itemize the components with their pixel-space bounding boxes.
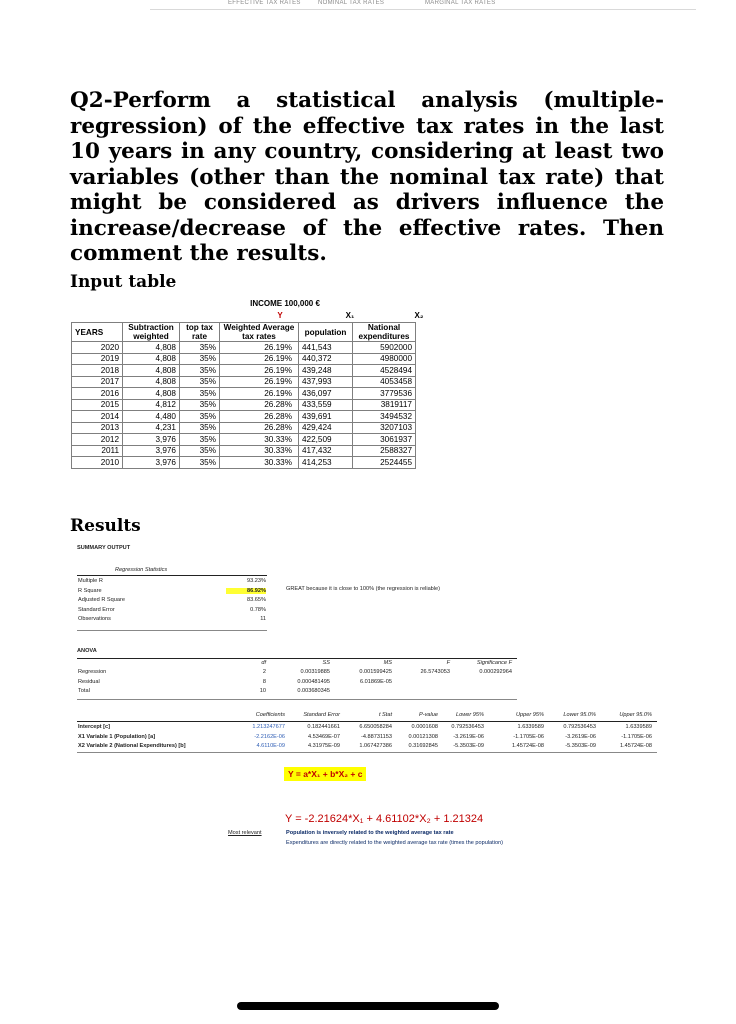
stat-label: Adjusted R Square bbox=[78, 597, 125, 604]
coef-cell: -3.2619E-06 bbox=[565, 733, 596, 740]
input-cell: 30.33% bbox=[220, 445, 299, 457]
results-heading: Results bbox=[70, 516, 141, 536]
input-table-heading: Input table bbox=[70, 272, 177, 292]
stat-value: 0.78% bbox=[250, 606, 266, 613]
anova-header: Significance F bbox=[476, 660, 512, 666]
header-national-exp: National expenditures bbox=[353, 323, 416, 342]
coef-cell: 4.53469E-07 bbox=[307, 733, 340, 740]
input-cell: 3,976 bbox=[123, 434, 180, 446]
input-cell: 2012 bbox=[72, 434, 123, 446]
input-cell: 2017 bbox=[72, 376, 123, 388]
home-indicator-bar[interactable] bbox=[237, 1002, 499, 1010]
anova-cell: 2 bbox=[262, 669, 266, 675]
input-cell: 3494532 bbox=[353, 411, 416, 423]
coef-cell: -1.1705E-06 bbox=[621, 733, 652, 740]
coef-header: Standard Error bbox=[303, 712, 340, 718]
input-table-row bbox=[72, 445, 416, 457]
input-cell: 439,691 bbox=[299, 411, 353, 423]
input-cell: 3,976 bbox=[123, 445, 180, 457]
input-cell: 5902000 bbox=[353, 342, 416, 354]
reg-stats-title: Regression Statistics bbox=[115, 567, 168, 573]
input-cell: 26.19% bbox=[220, 376, 299, 388]
input-cell: 4,808 bbox=[123, 388, 180, 400]
strip-label-nominal: NOMINAL TAX RATES bbox=[318, 0, 385, 6]
input-cell: 422,509 bbox=[299, 434, 353, 446]
input-cell: 26.19% bbox=[220, 353, 299, 365]
result-formula: Y = -2.21624*X₁ + 4.61102*X₂ + 1.21324 bbox=[285, 813, 484, 825]
strip-label-effective: EFFECTIVE TAX RATES bbox=[228, 0, 301, 6]
input-cell: 3061937 bbox=[353, 434, 416, 446]
input-cell: 35% bbox=[180, 342, 220, 354]
input-cell: 35% bbox=[180, 422, 220, 434]
input-cell: 2019 bbox=[72, 353, 123, 365]
input-table-header-row bbox=[72, 323, 416, 342]
anova-cell: 26.5743053 bbox=[420, 669, 450, 675]
strip-divider bbox=[150, 9, 696, 10]
coef-cell: 1.6339589 bbox=[517, 724, 544, 730]
col-letter-x2: X₂ bbox=[414, 311, 424, 320]
input-cell: 417,432 bbox=[299, 445, 353, 457]
input-cell: 35% bbox=[180, 388, 220, 400]
input-cell: 26.19% bbox=[220, 388, 299, 400]
input-cell: 26.28% bbox=[220, 422, 299, 434]
r-square-comment: GREAT because it is close to 100% (the regression is reliable) bbox=[286, 586, 441, 592]
coef-header: t Stat bbox=[378, 712, 392, 718]
input-table-row bbox=[72, 376, 416, 388]
input-cell: 2524455 bbox=[353, 457, 416, 469]
anova-top-rule bbox=[77, 658, 517, 659]
col-letter-y: Y bbox=[277, 311, 283, 320]
coef-cell: 0.792536453 bbox=[451, 724, 484, 730]
coef-cell: 0.792536453 bbox=[563, 724, 596, 730]
summary-title: SUMMARY OUTPUT bbox=[77, 545, 131, 551]
coef-cell: -2.2162E-06 bbox=[254, 733, 285, 740]
input-cell: 2018 bbox=[72, 365, 123, 377]
input-table-row bbox=[72, 399, 416, 411]
stat-value: 83.65% bbox=[247, 597, 266, 604]
stat-label: Standard Error bbox=[78, 606, 115, 613]
input-cell: 4053458 bbox=[353, 376, 416, 388]
coef-row-label: Intercept [c] bbox=[78, 724, 111, 730]
input-table-row bbox=[72, 365, 416, 377]
stat-label: R Square bbox=[78, 587, 102, 594]
coef-header: Lower 95.0% bbox=[563, 712, 596, 718]
stat-label: Observations bbox=[78, 616, 111, 623]
input-cell: 4,808 bbox=[123, 353, 180, 365]
coef-header: Coefficients bbox=[255, 712, 285, 718]
input-cell: 26.19% bbox=[220, 342, 299, 354]
anova-header: MS bbox=[383, 660, 392, 666]
coef-cell: 0.31692845 bbox=[408, 743, 438, 749]
stat-value: 93.23% bbox=[247, 578, 266, 584]
stat-value: 11 bbox=[260, 616, 266, 623]
income-label: INCOME 100,000 € bbox=[250, 299, 320, 308]
stat-label: Multiple R bbox=[78, 578, 103, 584]
input-cell: 2010 bbox=[72, 457, 123, 469]
input-cell: 2015 bbox=[72, 399, 123, 411]
anova-row-label: Residual bbox=[78, 678, 100, 685]
input-table-row bbox=[72, 422, 416, 434]
anova-title: ANOVA bbox=[77, 648, 97, 654]
input-cell: 2013 bbox=[72, 422, 123, 434]
input-cell: 35% bbox=[180, 411, 220, 423]
header-subtraction: Subtraction weighted bbox=[123, 323, 180, 342]
input-cell: 30.33% bbox=[220, 434, 299, 446]
anova-header: SS bbox=[322, 660, 330, 666]
input-cell: 4,480 bbox=[123, 411, 180, 423]
anova-bottom-rule bbox=[77, 699, 517, 700]
input-cell: 2020 bbox=[72, 342, 123, 354]
input-cell: 26.19% bbox=[220, 365, 299, 377]
coef-cell: 1.45724E-08 bbox=[619, 743, 652, 749]
input-table-row bbox=[72, 411, 416, 423]
input-cell: 3779536 bbox=[353, 388, 416, 400]
input-cell: 2016 bbox=[72, 388, 123, 400]
coef-cell: -5.3503E-09 bbox=[565, 743, 596, 749]
coef-cell: 1.6339589 bbox=[625, 724, 652, 730]
header-top-tax-rate: top tax rate bbox=[180, 323, 220, 342]
anova-cell: 0.003680345 bbox=[297, 688, 330, 694]
input-cell: 429,424 bbox=[299, 422, 353, 434]
input-cell: 436,097 bbox=[299, 388, 353, 400]
strip-label-marginal: MARGINAL TAX RATES bbox=[425, 0, 496, 6]
input-table-row bbox=[72, 457, 416, 469]
coef-cell: -1.1705E-06 bbox=[513, 733, 544, 740]
anova-row-label: Regression bbox=[78, 669, 107, 675]
note-expenditures: Expenditures are directly related to the weighted average tax rate (times the population) bbox=[286, 840, 504, 846]
input-cell: 35% bbox=[180, 365, 220, 377]
input-cell: 439,248 bbox=[299, 365, 353, 377]
input-cell: 437,993 bbox=[299, 376, 353, 388]
coef-header: Lower 95% bbox=[456, 712, 484, 718]
input-cell: 3819117 bbox=[353, 399, 416, 411]
input-cell: 35% bbox=[180, 376, 220, 388]
input-table-row bbox=[72, 388, 416, 400]
input-cell: 440,372 bbox=[299, 353, 353, 365]
anova-cell: 8 bbox=[262, 678, 266, 685]
input-cell: 4,808 bbox=[123, 376, 180, 388]
coef-row-label: X1 Variable 1 (Population) [a] bbox=[78, 733, 156, 740]
coef-cell: 4.31975E-09 bbox=[307, 743, 340, 749]
coef-cell: 0.00121308 bbox=[408, 733, 438, 740]
input-table-row bbox=[72, 353, 416, 365]
anova-cell: 0.001599425 bbox=[359, 669, 392, 675]
input-table-row bbox=[72, 342, 416, 354]
coef-cell: -4.88731153 bbox=[360, 733, 392, 740]
col-letter-x1: X₁ bbox=[345, 311, 355, 320]
coef-cell: 4.6110E-09 bbox=[256, 743, 285, 749]
input-cell: 2014 bbox=[72, 411, 123, 423]
anova-cell: 0.00319885 bbox=[300, 669, 330, 675]
coef-cell: 1.067427386 bbox=[359, 743, 392, 749]
header-weighted-avg: Weighted Average tax rates bbox=[220, 323, 299, 342]
input-cell: 26.28% bbox=[220, 399, 299, 411]
coef-cell: -5.3503E-09 bbox=[453, 743, 484, 749]
top-cropped-strip bbox=[0, 0, 736, 12]
coef-cell: 0.182441661 bbox=[307, 724, 340, 730]
coef-bottom-rule bbox=[77, 752, 657, 753]
input-cell: 4,808 bbox=[123, 342, 180, 354]
anova-header: df bbox=[261, 660, 266, 666]
coef-cell: 1.45724E-08 bbox=[511, 743, 544, 749]
anova-cell: 0.000292964 bbox=[479, 669, 512, 675]
coef-header: Upper 95% bbox=[516, 712, 544, 718]
coef-cell: 1.213247677 bbox=[252, 724, 285, 730]
reg-stats-bottom-rule bbox=[77, 630, 267, 631]
input-cell: 35% bbox=[180, 445, 220, 457]
input-cell: 433,559 bbox=[299, 399, 353, 411]
input-cell: 35% bbox=[180, 457, 220, 469]
input-cell: 26.28% bbox=[220, 411, 299, 423]
input-cell: 4,812 bbox=[123, 399, 180, 411]
question-text: Q2-Perform a statistical analysis (multiple-regression) of the effective tax rates in the last 10 years in any country, considering at least two variables (other than the nominal tax rate) that might be considered as drivers influence the increase/decrease of the effective rates. Then comment the results. bbox=[70, 88, 664, 266]
input-cell: 414,253 bbox=[299, 457, 353, 469]
input-cell: 4980000 bbox=[353, 353, 416, 365]
coef-top-rule bbox=[77, 721, 657, 722]
input-cell: 2011 bbox=[72, 445, 123, 457]
input-cell: 30.33% bbox=[220, 457, 299, 469]
input-cell: 4528494 bbox=[353, 365, 416, 377]
input-cell: 4,808 bbox=[123, 365, 180, 377]
coef-cell: -3.2619E-06 bbox=[453, 733, 484, 740]
coef-header: P-value bbox=[419, 712, 438, 718]
input-cell: 35% bbox=[180, 434, 220, 446]
input-table-row bbox=[72, 434, 416, 446]
coef-cell: 0.0001608 bbox=[411, 724, 438, 730]
coef-header: Upper 95.0% bbox=[619, 712, 652, 718]
input-cell: 4,231 bbox=[123, 422, 180, 434]
note-population: Population is inversely related to the weighted average tax rate bbox=[286, 830, 454, 836]
anova-row-label: Total bbox=[78, 688, 90, 694]
stat-value: 86.92% bbox=[226, 588, 266, 594]
anova-cell: 6.01869E-05 bbox=[359, 678, 392, 685]
coef-row-label: X2 Variable 2 (National Expenditures) [b] bbox=[78, 743, 186, 749]
input-cell: 35% bbox=[180, 353, 220, 365]
anova-header: F bbox=[446, 660, 450, 666]
input-cell: 3207103 bbox=[353, 422, 416, 434]
anova-cell: 0.000481495 bbox=[297, 678, 330, 685]
coef-cell: 6.650058284 bbox=[359, 724, 392, 730]
header-population: population bbox=[299, 323, 353, 342]
input-cell: 35% bbox=[180, 399, 220, 411]
input-table bbox=[71, 322, 416, 469]
anova-cell: 10 bbox=[259, 688, 266, 694]
reg-stats-rule bbox=[77, 575, 267, 576]
input-cell: 441,543 bbox=[299, 342, 353, 354]
header-years: YEARS bbox=[72, 323, 123, 342]
general-formula: Y = a*X₁ + b*X₂ + c bbox=[284, 767, 366, 781]
notes-label: Most relevant bbox=[228, 830, 262, 836]
input-cell: 2588327 bbox=[353, 445, 416, 457]
input-cell: 3,976 bbox=[123, 457, 180, 469]
